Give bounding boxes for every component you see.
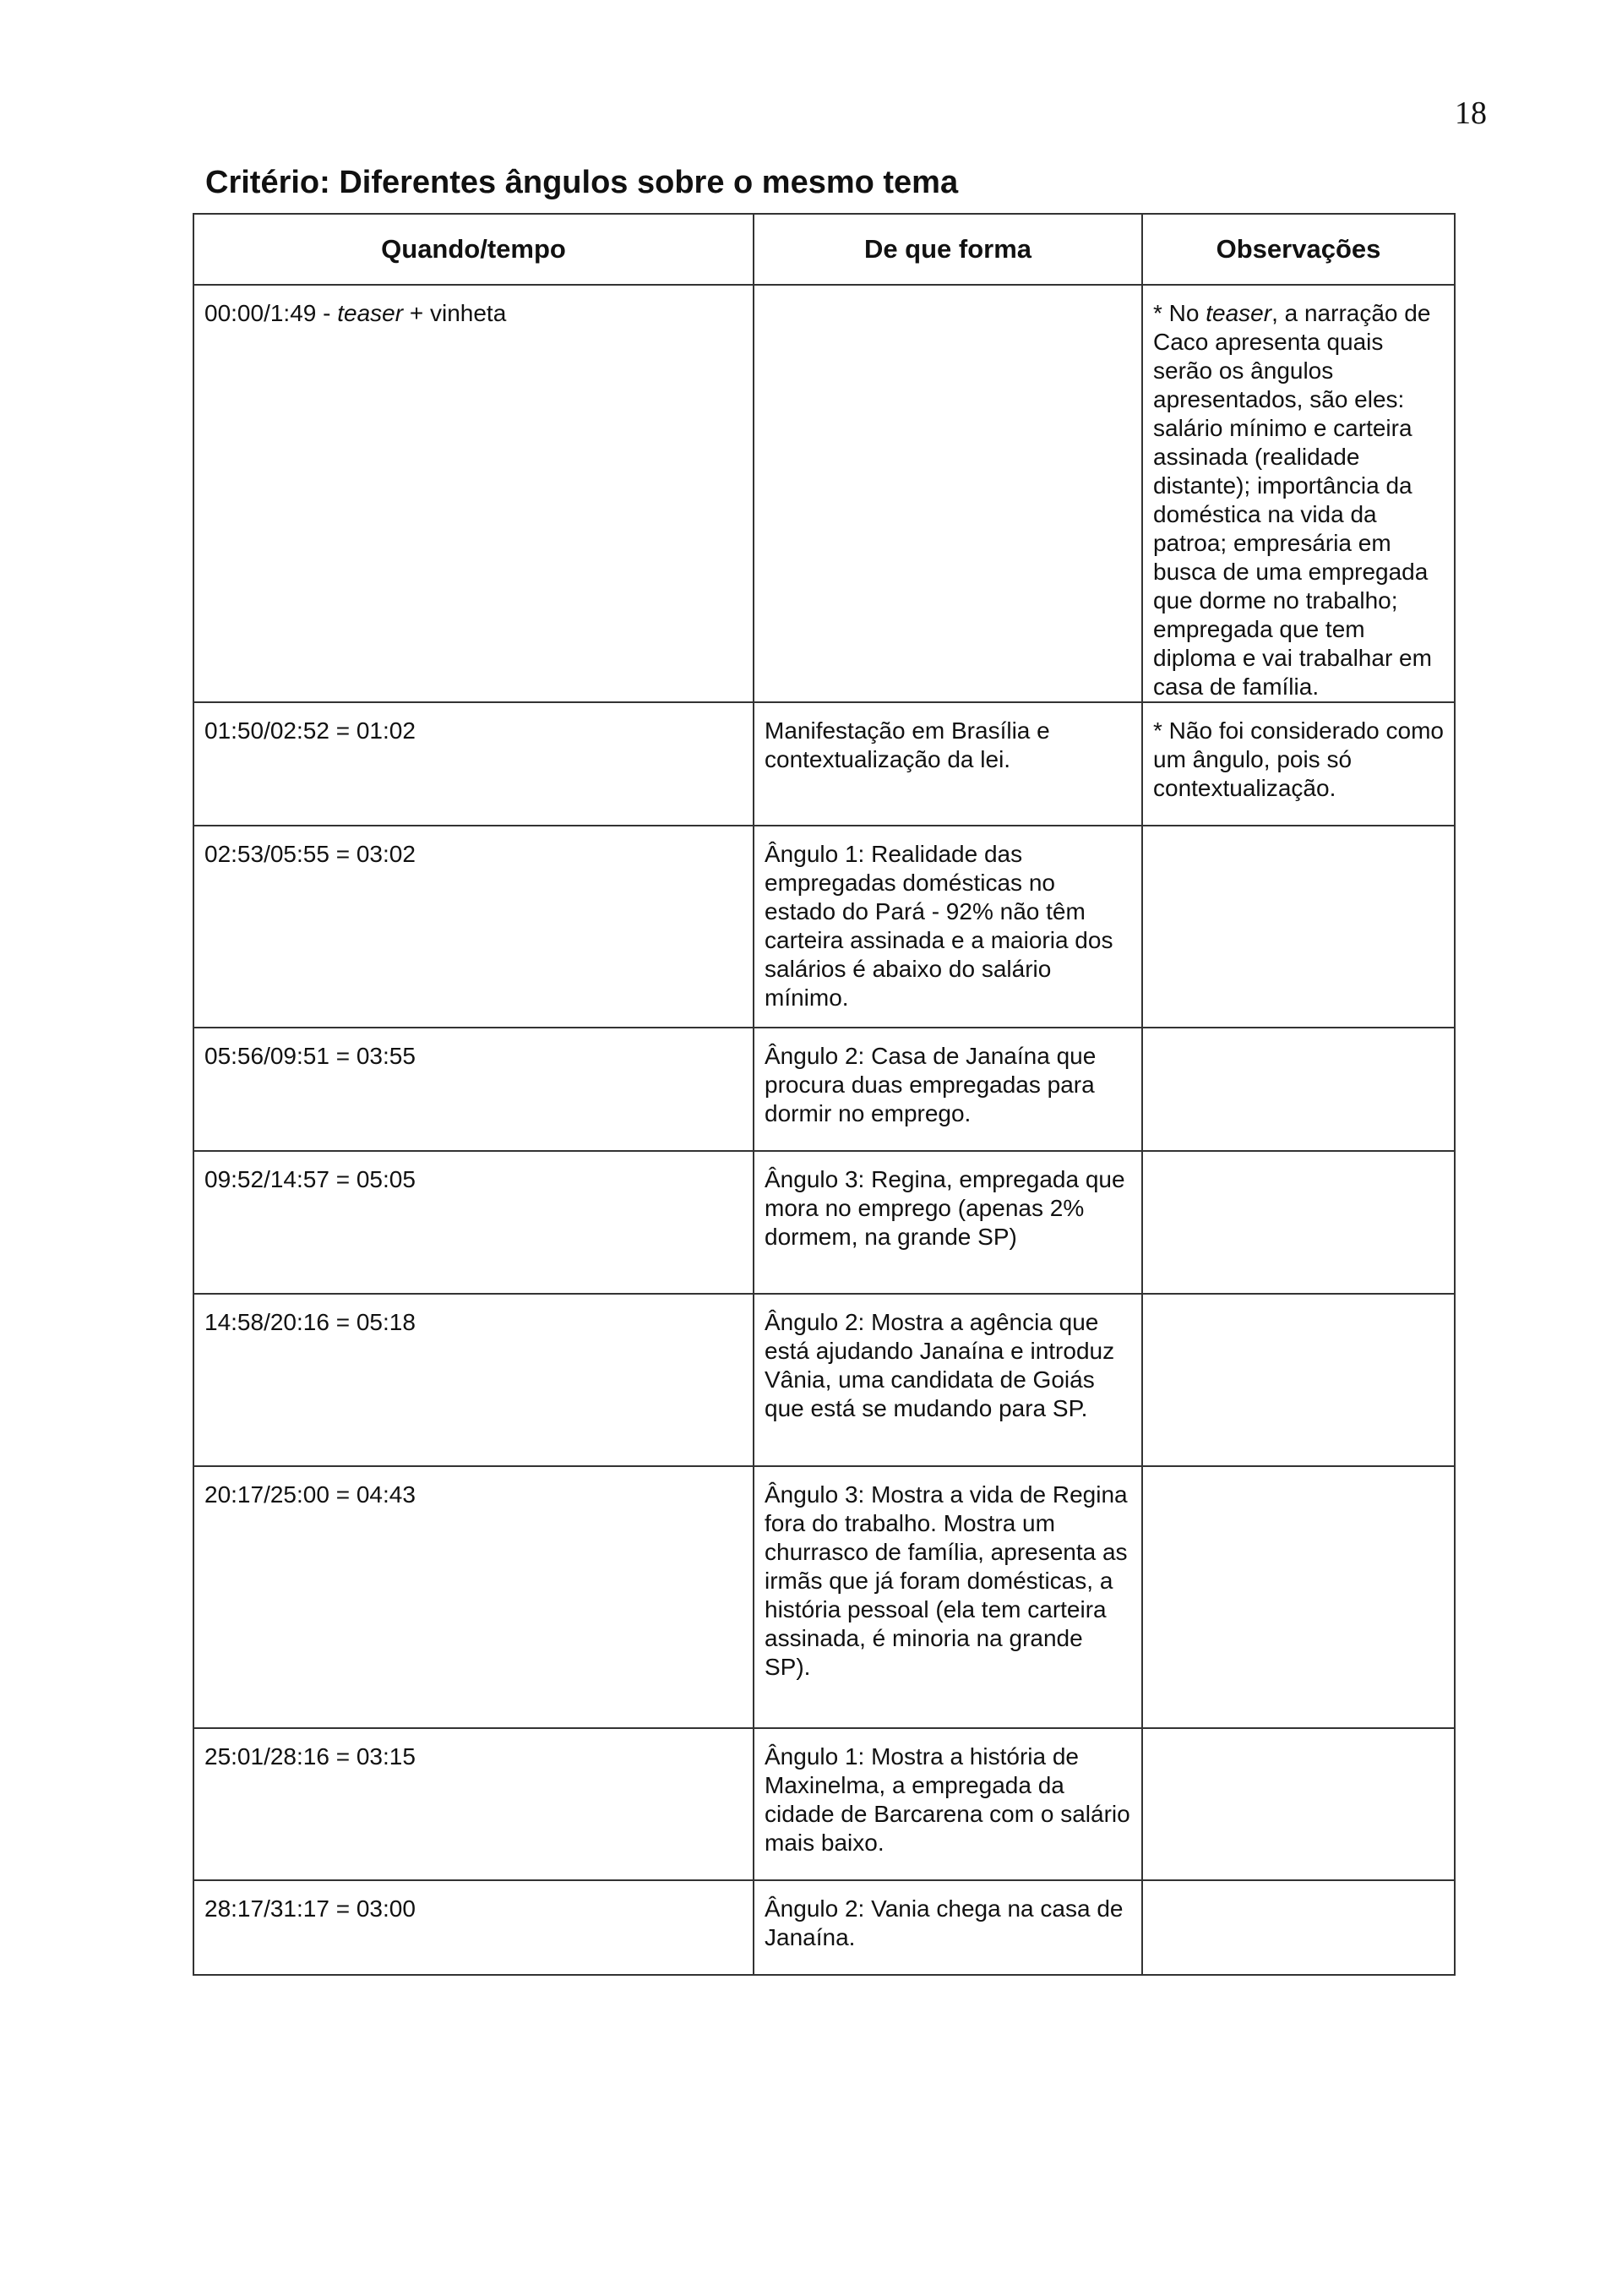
cell-when: 02:53/05:55 = 03:02	[193, 826, 754, 1028]
cell-how: Ângulo 3: Regina, empregada que mora no emprego (apenas 2% dormem, na grande SP)	[754, 1151, 1142, 1294]
cell-observations: * Não foi considerado como um ângulo, pois só contextualização.	[1142, 702, 1455, 826]
cell-observations	[1142, 1151, 1455, 1294]
cell-how: Manifestação em Brasília e contextualização da lei.	[754, 702, 1142, 826]
table-row	[193, 1466, 1455, 1728]
cell-observations	[1142, 826, 1455, 1028]
table-row	[193, 1028, 1455, 1151]
table-row	[193, 1728, 1455, 1880]
cell-observations	[1142, 1466, 1455, 1728]
table-row	[193, 702, 1455, 826]
when-italic: teaser	[337, 300, 404, 326]
when-prefix: 00:00/1:49 -	[204, 300, 338, 326]
table-row	[193, 1294, 1455, 1466]
header-observations: Observações	[1142, 214, 1455, 285]
table-row	[193, 1151, 1455, 1294]
cell-when: 20:17/25:00 = 04:43	[193, 1466, 754, 1728]
cell-observations	[1142, 285, 1455, 702]
cell-when: 25:01/28:16 = 03:15	[193, 1728, 754, 1880]
cell-observations	[1142, 1294, 1455, 1466]
cell-how: Ângulo 1: Realidade das empregadas domésticas no estado do Pará - 92% não têm carteira assinada e a maioria dos salários é abaixo do salário mínimo.	[754, 826, 1142, 1028]
cell-when: 01:50/02:52 = 01:02	[193, 702, 754, 826]
obs-italic: teaser	[1206, 300, 1272, 326]
cell-observations	[1142, 1880, 1455, 1975]
cell-when: 05:56/09:51 = 03:55	[193, 1028, 754, 1151]
when-suffix: + vinheta	[403, 300, 507, 326]
cell-when: 14:58/20:16 = 05:18	[193, 1294, 754, 1466]
header-when: Quando/tempo	[193, 214, 754, 285]
table-row	[193, 285, 1455, 702]
section-title: Critério: Diferentes ângulos sobre o mesmo tema	[205, 165, 959, 200]
cell-how: Ângulo 2: Mostra a agência que está ajudando Janaína e introduz Vânia, uma candidata de Goiás que está se mudando para SP.	[754, 1294, 1142, 1466]
cell-observations	[1142, 1728, 1455, 1880]
criteria-table	[193, 213, 1456, 1976]
obs-prefix: * No	[1153, 300, 1206, 326]
table-row	[193, 1880, 1455, 1975]
page-number: 18	[1455, 95, 1487, 131]
cell-how: Ângulo 3: Mostra a vida de Regina fora do trabalho. Mostra um churrasco de família, apresenta as irmãs que já foram domésticas, a história pessoal (ela tem carteira assinada, é minoria na grande SP).	[754, 1466, 1142, 1728]
cell-when	[193, 285, 754, 702]
cell-how: Ângulo 2: Vania chega na casa de Janaína.	[754, 1880, 1142, 1975]
table-header-row	[193, 214, 1455, 285]
obs-suffix: , a narração de Caco apresenta quais serão os ângulos apresentados, são eles: salário mínimo e carteira assinada (realidade distante); importância da doméstica na vida da patroa; empresária em busca de uma empregada que dorme no trabalho; empregada que tem diploma e vai trabalhar em casa de família.	[1153, 300, 1432, 700]
cell-how: Ângulo 2: Casa de Janaína que procura duas empregadas para dormir no emprego.	[754, 1028, 1142, 1151]
cell-when: 09:52/14:57 = 05:05	[193, 1151, 754, 1294]
cell-how	[754, 285, 1142, 702]
cell-how: Ângulo 1: Mostra a história de Maxinelma, a empregada da cidade de Barcarena com o salário mais baixo.	[754, 1728, 1142, 1880]
table-row	[193, 826, 1455, 1028]
header-how: De que forma	[754, 214, 1142, 285]
cell-when: 28:17/31:17 = 03:00	[193, 1880, 754, 1975]
cell-observations	[1142, 1028, 1455, 1151]
